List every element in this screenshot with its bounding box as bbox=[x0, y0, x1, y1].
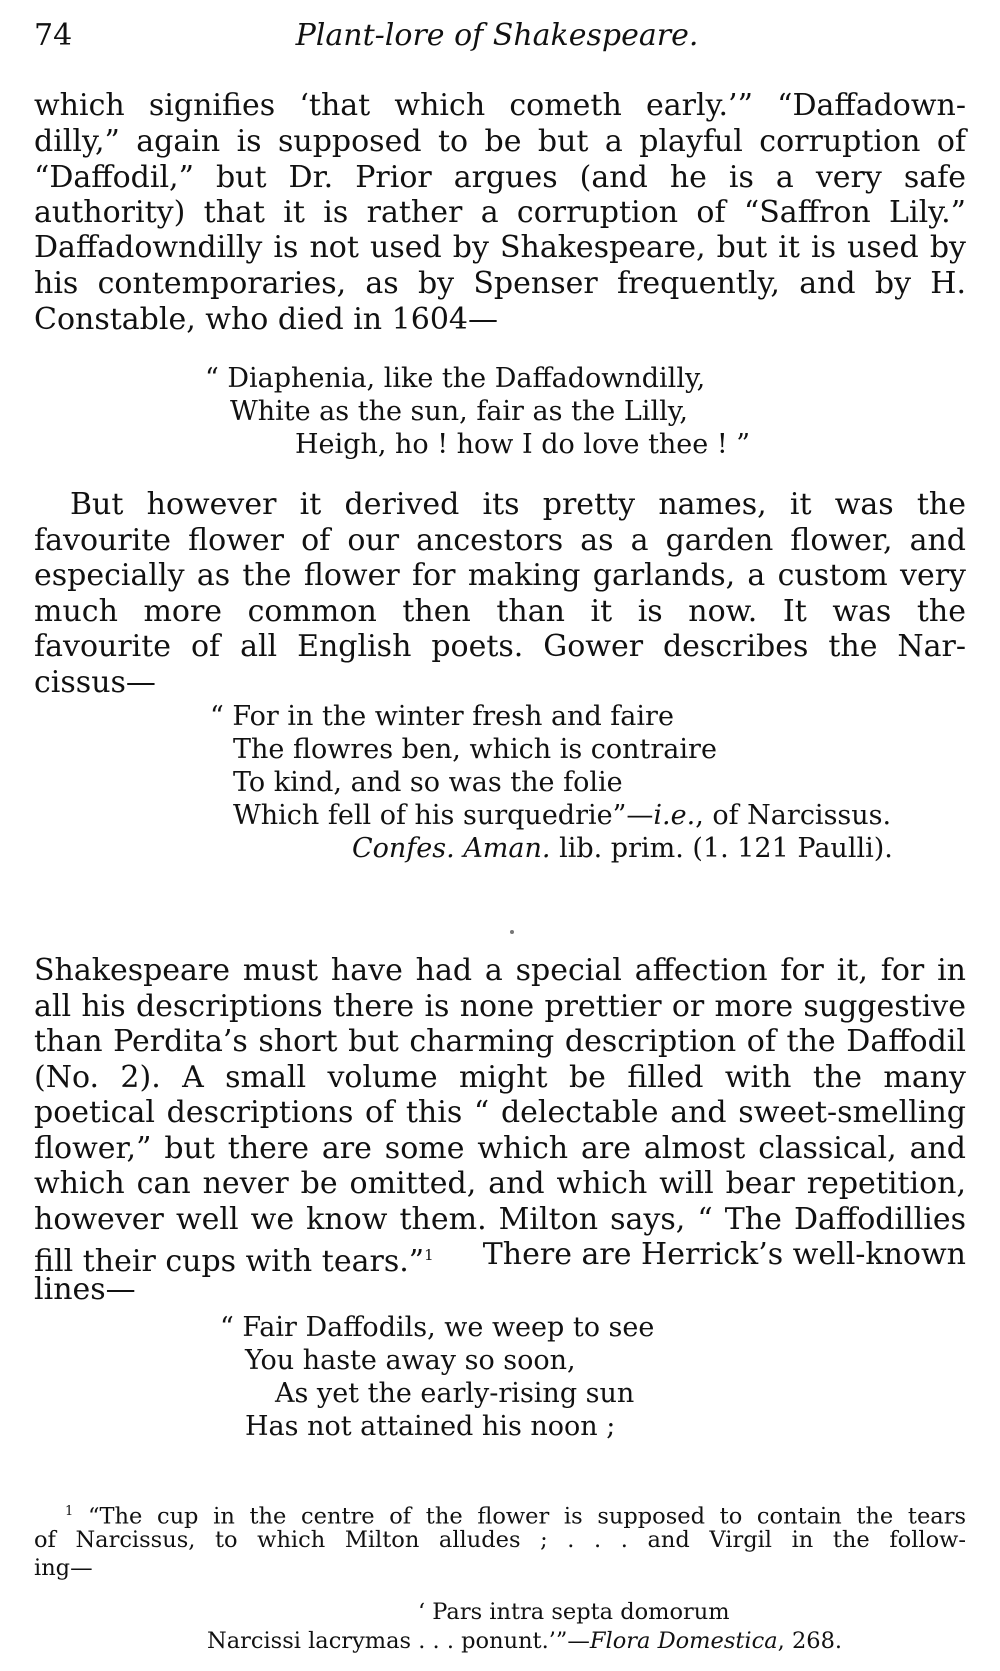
citation bbox=[352, 832, 893, 865]
footnote-quote-line bbox=[207, 1627, 842, 1655]
text-line: favourite flower of our ancestors as a garden flower, and bbox=[34, 523, 966, 558]
text-line: “Daffodil,” but Dr. Prior argues (and he is a very safe bbox=[34, 160, 966, 195]
verse-line: White as the sun, fair as the Lilly, bbox=[230, 396, 688, 427]
text-line: however well we know them. Milton says, “ The Daffodillies bbox=[34, 1202, 966, 1237]
verse-line: “ Diaphenia, like the Daffadowndilly, bbox=[205, 363, 706, 394]
text-line: authority) that it is rather a corruption of “Saffron Lily.” bbox=[34, 195, 966, 230]
footnote-marker: 1 bbox=[65, 1504, 74, 1519]
running-title: Plant-lore of Shakespeare. bbox=[295, 18, 699, 53]
footnote-line: of Narcissus, to which Milton alludes ; . . . and Virgil in the follow- bbox=[34, 1527, 966, 1553]
verse-line: “ Fair Daffodils, we weep to see bbox=[220, 1312, 655, 1343]
text-with-footnote bbox=[34, 1237, 434, 1279]
footnote-text: “The cup in the centre of the flower is supposed to contain the tears bbox=[87, 1503, 966, 1530]
verse-line bbox=[233, 799, 891, 832]
citation-text: lib. prim. (1. 121 Paulli). bbox=[550, 833, 893, 864]
text-line: which signifies ‘that which cometh early.’” “Daffadown- bbox=[34, 88, 966, 123]
text-line: especially as the flower for making garlands, a custom very bbox=[34, 558, 966, 593]
text-line: dilly,” again is supposed to be but a playful corruption of bbox=[34, 124, 966, 159]
text-line: flower,” but there are some which are almost classical, and bbox=[34, 1131, 966, 1166]
text-line: cissus— bbox=[34, 665, 156, 700]
footnote-line: ing— bbox=[34, 1555, 93, 1581]
text-line: his contemporaries, as by Spenser frequently, and by H. bbox=[34, 266, 966, 301]
footnote-text: , 268. bbox=[777, 1628, 843, 1654]
verse-line: “ For in the winter fresh and faire bbox=[210, 701, 674, 732]
text-line: much more common then than it is now. It was the bbox=[34, 594, 966, 629]
text-line: favourite of all English poets. Gower describes the Nar- bbox=[34, 629, 966, 664]
verse-text: , of Narcissus. bbox=[695, 800, 892, 831]
verse-line: Heigh, ho ! how I do love thee ! ” bbox=[295, 429, 751, 460]
abbreviation-ie: i.e. bbox=[653, 800, 696, 831]
text-line: Daffadowndilly is not used by Shakespeare, but it is used by bbox=[34, 230, 966, 265]
page-number: 74 bbox=[34, 18, 73, 53]
verse-text: Which fell of his surquedrie”— bbox=[233, 800, 654, 831]
verse-line: The flowres ben, which is contraire bbox=[233, 734, 717, 765]
text-line: which can never be omitted, and which will bear repetition, bbox=[34, 1166, 966, 1201]
verse-line: You haste away so soon, bbox=[245, 1345, 576, 1376]
citation-title: Aman. bbox=[463, 833, 551, 864]
text-line bbox=[34, 1237, 966, 1279]
text-segment: fill their cups with tears.” bbox=[34, 1244, 425, 1279]
footnote-reference: 1 bbox=[424, 1246, 434, 1264]
footnote-source-title: Flora Domestica bbox=[589, 1628, 778, 1654]
citation-title: Confes. bbox=[352, 833, 455, 864]
page-header bbox=[34, 18, 960, 64]
text-line: all his descriptions there is none prettier or more suggestive bbox=[34, 989, 966, 1024]
text-line: But however it derived its pretty names, it was the bbox=[70, 487, 966, 522]
text-line: than Perdita’s short but charming description of the Daffodil bbox=[34, 1024, 966, 1059]
text-line: (No. 2). A small volume might be filled with the many bbox=[34, 1060, 966, 1095]
ink-speck bbox=[510, 930, 514, 934]
text-segment: There are Herrick’s well-known bbox=[482, 1237, 966, 1272]
verse-line: As yet the early-rising sun bbox=[275, 1378, 635, 1409]
footnote-text: Narcissi lacrymas . . . ponunt.’”— bbox=[207, 1628, 590, 1654]
verse-line: Has not attained his noon ; bbox=[245, 1411, 616, 1442]
text-line: poetical descriptions of this “ delectable and sweet-smelling bbox=[34, 1095, 966, 1130]
footnote-quote-line: ‘ Pars intra septa domorum bbox=[418, 1599, 730, 1625]
text-line: Shakespeare must have had a special affection for it, for in bbox=[34, 953, 966, 988]
verse-line: To kind, and so was the folie bbox=[233, 767, 623, 798]
text-line: Constable, who died in 1604— bbox=[34, 302, 498, 337]
text-line: lines— bbox=[34, 1272, 136, 1307]
